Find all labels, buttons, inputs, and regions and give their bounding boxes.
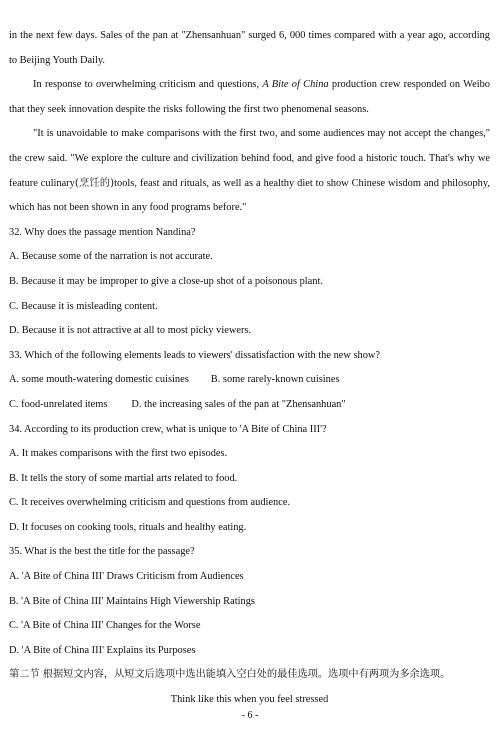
option-c: C. 'A Bite of China III' Changes for the Worse [9,620,201,632]
chinese-gloss: (烹饪的) [74,177,115,189]
question-stem: 33. Which of the following elements leads to viewers' dissatisfaction with the new show? [9,349,381,361]
option-c: C. Because it is misleading content. [9,300,158,312]
option-row-ab [9,368,490,393]
page-number: - 6 - [241,710,259,721]
option-a: A. Because some of the narration is not accurate. [9,251,213,263]
passage-paragraph-1: in the next few days. Sales of the pan at "Zhensanhuan" surged 6, 000 times compared with a year ago, according to Beijing Youth Daily. [9,30,490,66]
option-d: D. the increasing sales of the pan at "Zhensanhuan" [131,398,346,410]
option-c: C. food-unrelated items [9,398,108,410]
option-b: B. 'A Bite of China III' Maintains High Viewership Ratings [9,595,255,607]
question-stem: 35. What is the best the title for the passage? [9,546,195,558]
option-a: A. It makes comparisons with the first two episodes. [9,448,228,460]
option-c: C. It receives overwhelming criticism and questions from audience. [9,497,291,509]
option-d: D. It focuses on cooking tools, rituals and healthy eating. [9,521,247,533]
passage-paragraph-2 [9,73,490,122]
question-33 [9,344,490,418]
option-d: D. 'A Bite of China III' Explains its Purposes [9,644,196,656]
question-34 [9,418,490,541]
option-b: B. some rarely-known cuisines [210,374,340,386]
option-a: A. some mouth-watering domestic cuisines [9,374,189,386]
section-heading: 第二节 根据短文内容，从短文后选项中选出能填入空白处的最佳选项。选项中有两项为多余选项。 [9,669,451,681]
question-stem: 32. Why does the passage mention Nandina? [9,226,196,238]
next-passage-title: Think like this when you feel stressed [170,694,329,706]
option-d: D. Because it is not attractive at all to most picky viewers. [9,325,252,337]
option-a: A. 'A Bite of China III' Draws Criticism from Audiences [9,571,244,583]
question-35 [9,540,490,663]
option-b: B. It tells the story of some martial arts related to food. [9,472,238,484]
question-stem: 34. According to its production crew, what is unique to 'A Bite of China III'? [9,423,327,435]
paragraph-2-lead: In response to overwhelming criticism and questions, [33,79,263,91]
question-32 [9,221,490,344]
paragraph-3-part-b: tools, feast and rituals, as well as a healthy diet to show Chinese wisdom and philosophy, which has not been shown in any food programs before." [9,177,490,214]
option-b: B. Because it may be improper to give a close-up shot of a poisonous plant. [9,275,323,287]
option-row-cd [9,393,490,418]
show-title-italic: A Bite of China [262,79,329,91]
paragraph-2-rest: production crew responded on Weibo that they seek innovation despite the risks following the first two phenomenal seasons. [9,79,491,115]
passage-paragraph-3 [9,122,490,220]
paragraph-3-part-a: "It is unavoidable to make comparisons with the first two, and some audiences may not accept the changes," the crew said. "We explore the culture and civilization behind food, and give food a historic touch. That's why we feature culinary [9,128,490,189]
